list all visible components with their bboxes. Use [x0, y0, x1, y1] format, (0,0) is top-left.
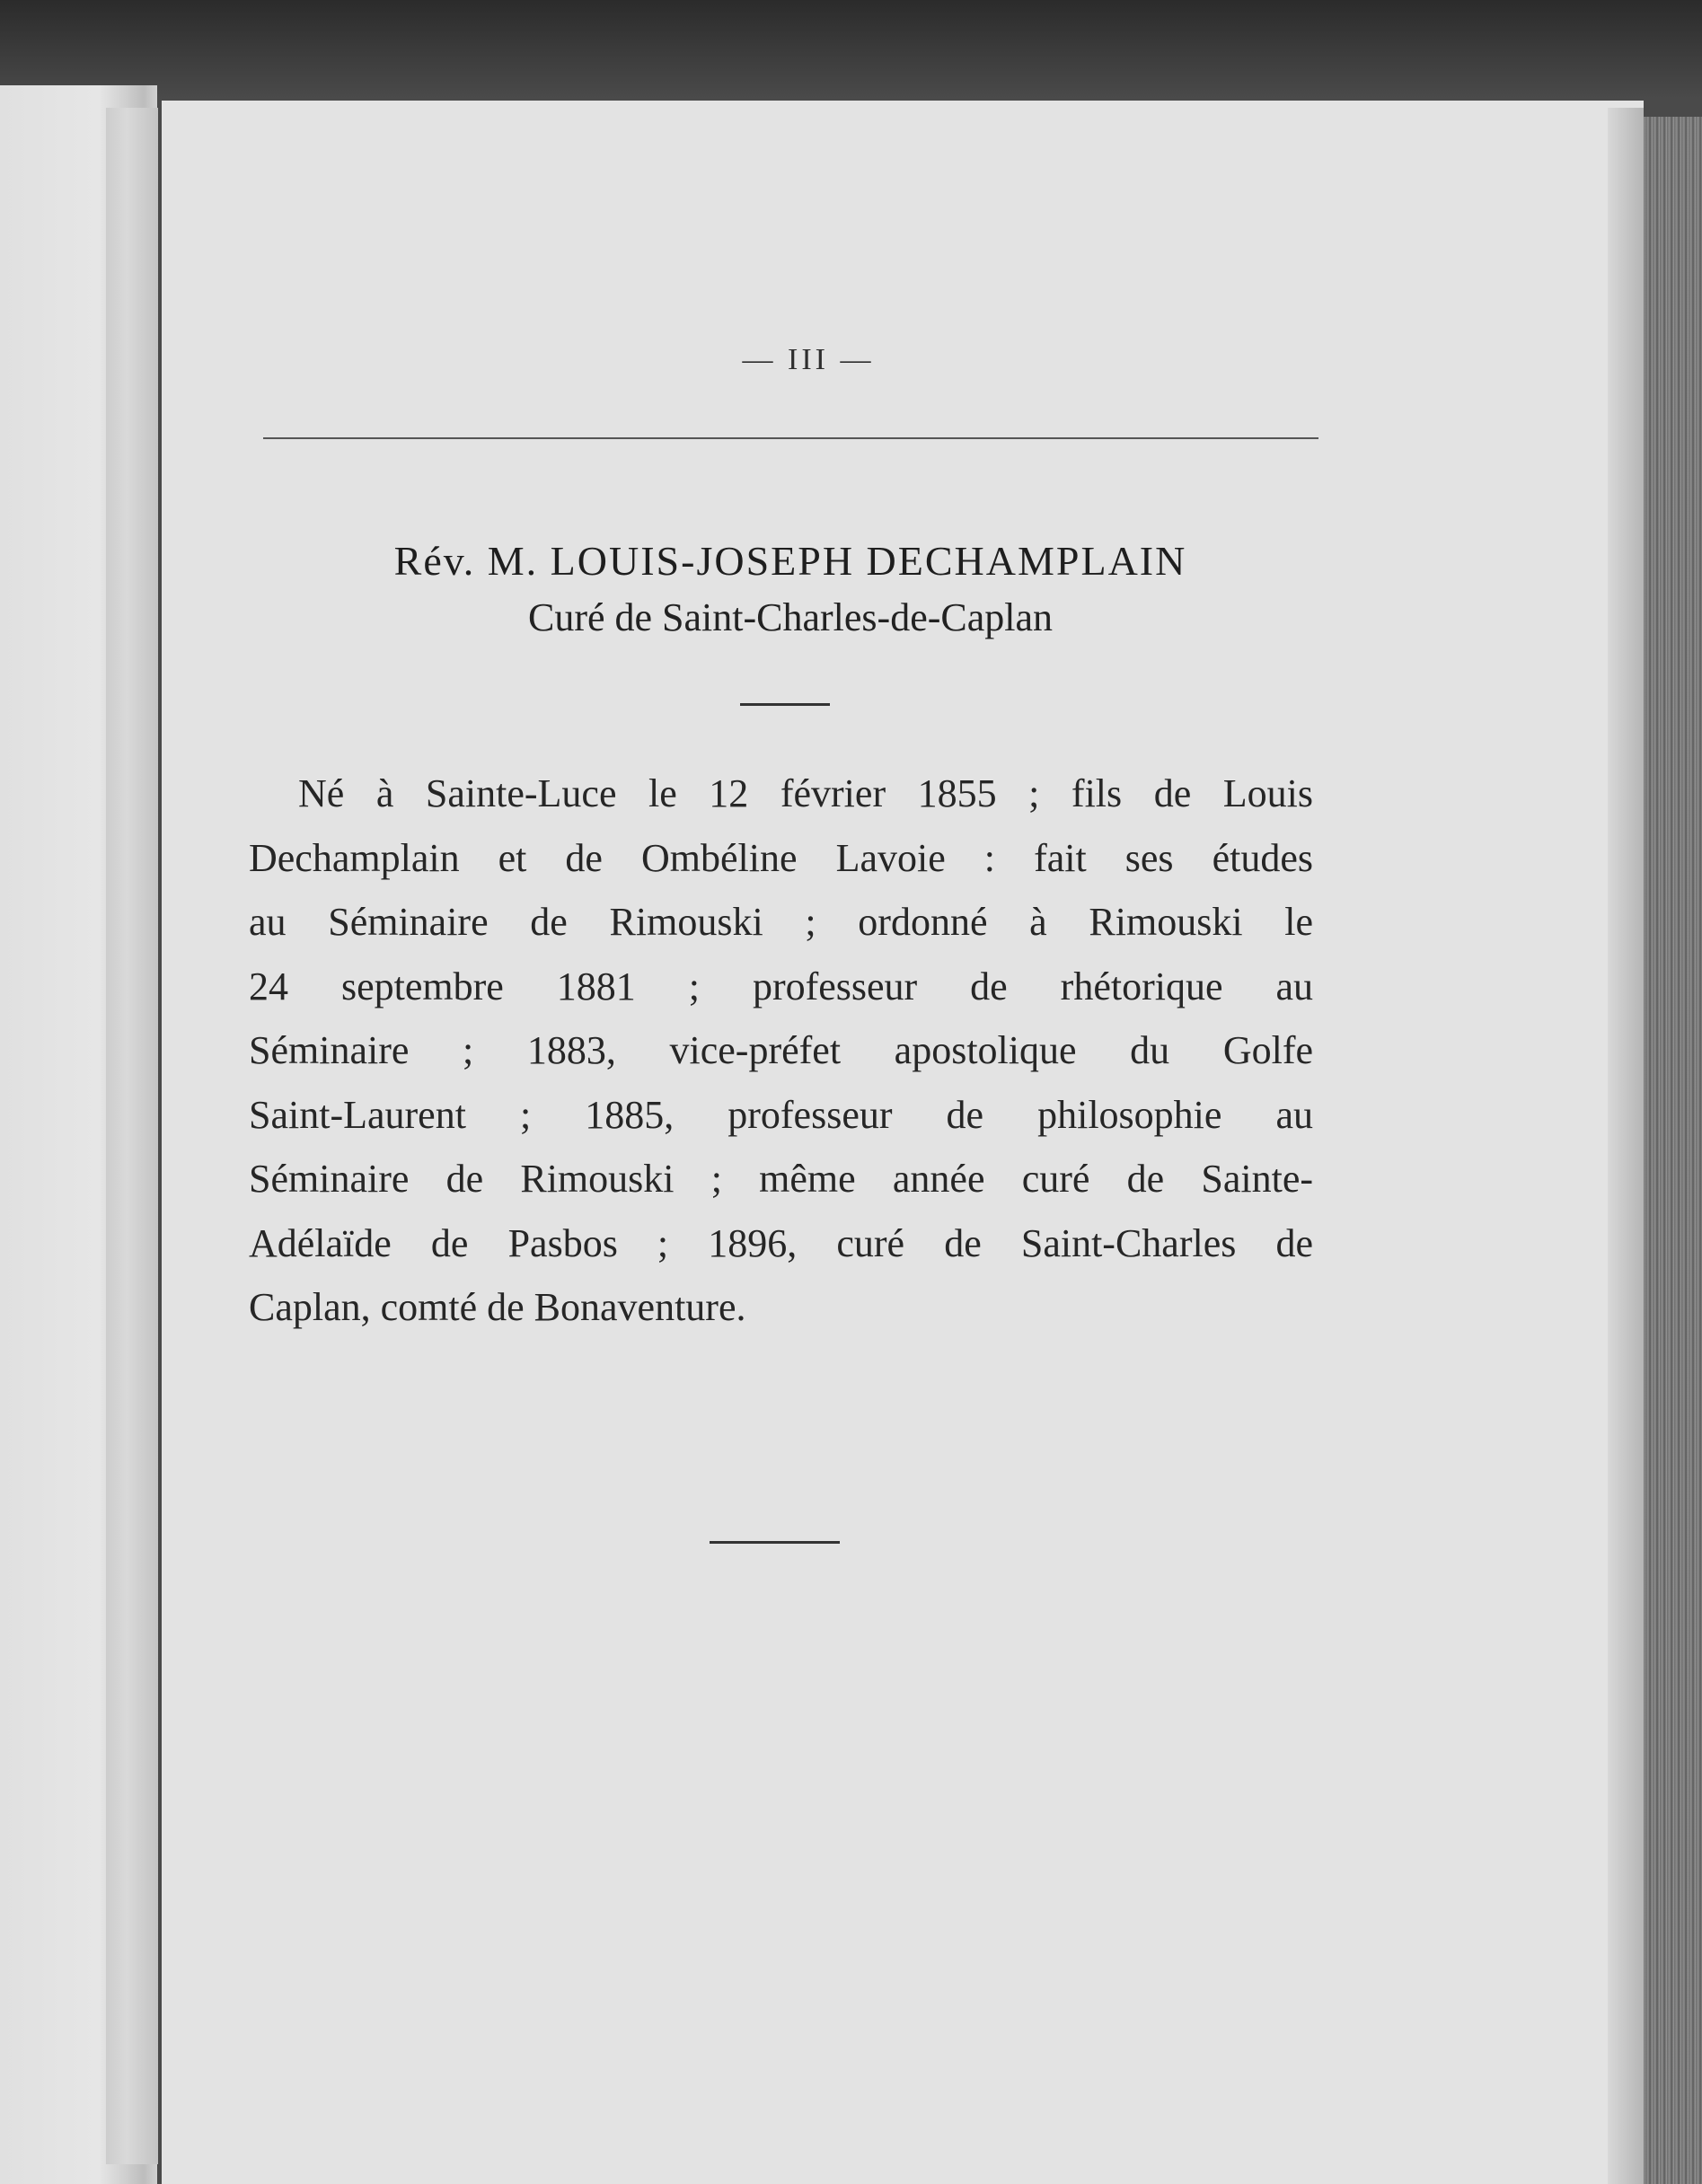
- body-line: 24 septembre 1881 ; professeur de rhétorique au: [249, 964, 1313, 1008]
- body-line: Séminaire ; 1883, vice-préfet apostolique du Golfe: [249, 1028, 1313, 1072]
- page-edge-shadow: [1608, 108, 1644, 2184]
- end-divider: [710, 1541, 840, 1544]
- body-line: Adélaïde de Pasbos ; 1896, curé de Saint-Charles de: [249, 1220, 1313, 1265]
- biography-paragraph: [249, 762, 1313, 1340]
- body-line: Saint-Laurent ; 1885, professeur de philosophie au: [249, 1092, 1313, 1137]
- entry-heading: Rév. M. LOUIS-JOSEPH DECHAMPLAIN: [393, 538, 1187, 584]
- body-line: Séminaire de Rimouski ; même année curé de Sainte-: [249, 1157, 1313, 1201]
- body-line: Né à Sainte-Luce le 12 février 1855 ; fils de Louis: [298, 771, 1313, 815]
- entry-subheading: Curé de Saint-Charles-de-Caplan: [527, 595, 1054, 639]
- section-divider: [740, 703, 830, 706]
- body-line: au Séminaire de Rimouski ; ordonné à Rimouski le: [249, 900, 1313, 944]
- book-gutter: [106, 108, 158, 2164]
- body-line: Caplan, comté de Bonaventure.: [249, 1285, 746, 1329]
- body-line: Dechamplain et de Ombéline Lavoie : fait ses études: [249, 835, 1313, 880]
- header-rule: [263, 437, 1318, 439]
- page-number: — III —: [742, 343, 875, 376]
